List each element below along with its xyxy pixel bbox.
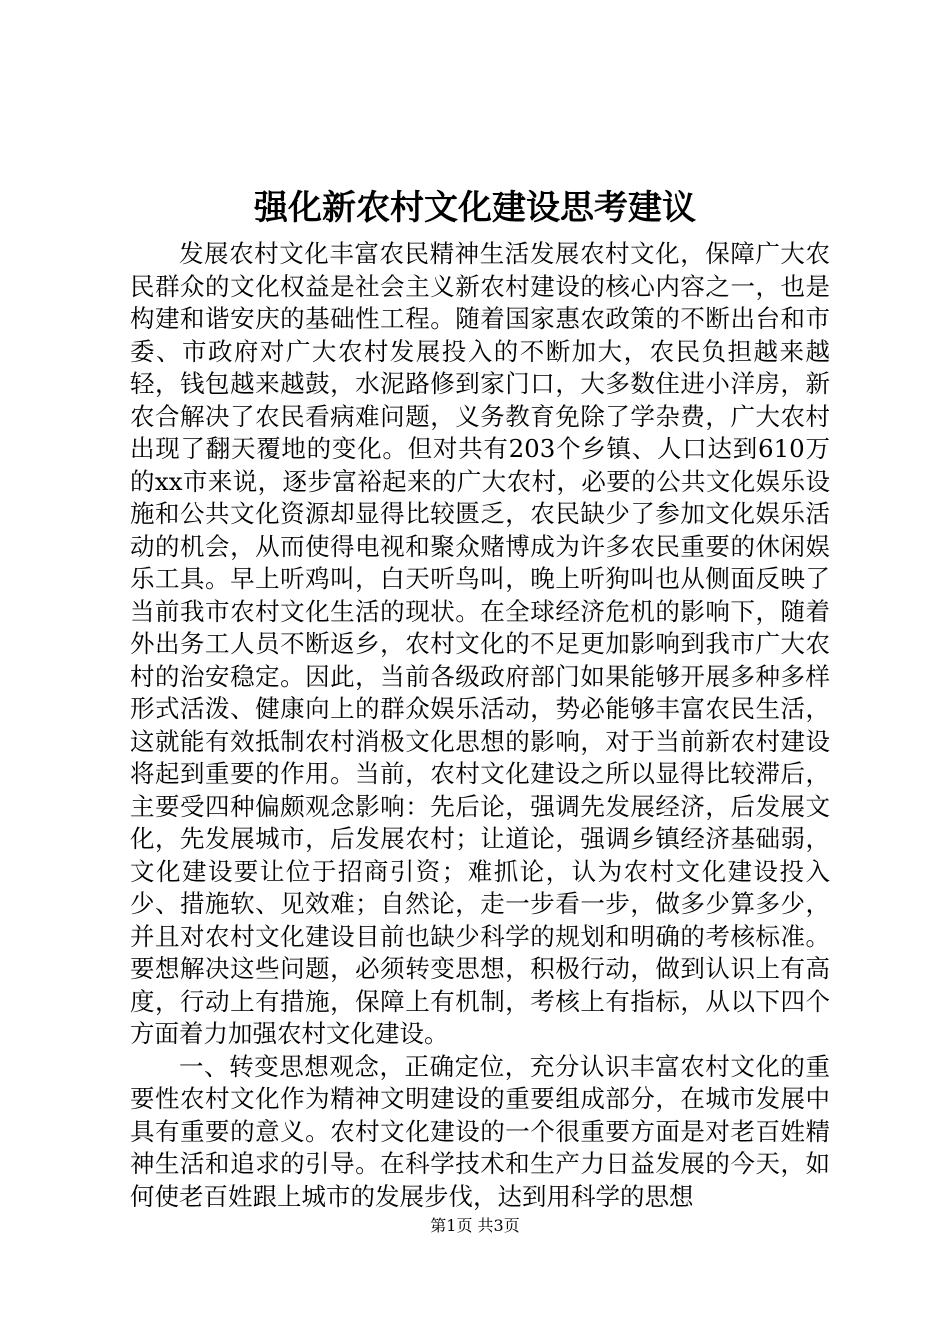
paragraph: 一、转变思想观念，正确定位，充分认识丰富农村文化的重要性农村文化作为精神文明建设的重要组成部分，在城市发展中具有重要的意义。农村文化建设的一个很重要方面是对老百姓精神生活和追求的引导。在科学技术和生产力日益发展的今天，如何使老百姓跟上城市的发展步伐，达到用科学的思想	[130, 1051, 830, 1211]
page-number-footer: 第1页 共3页	[430, 1216, 520, 1235]
document-body	[130, 238, 830, 1213]
paragraph: 发展农村文化丰富农民精神生活发展农村文化，保障广大农民群众的文化权益是社会主义新农村建设的核心内容之一，也是构建和谐安庆的基础性工程。随着国家惠农政策的不断出台和市委、市政府对广大农村发展投入的不断加大，农民负担越来越轻，钱包越来越鼓，水泥路修到家门口，大多数住进小洋房，新农合解决了农民看病难问题，义务教育免除了学杂费，广大农村出现了翻天覆地的变化。但对共有203个乡镇、人口达到610万的xx市来说，逐步富裕起来的广大农村，必要的公共文化娱乐设施和公共文化资源却显得比较匮乏，农民缺少了参加文化娱乐活动的机会，从而使得电视和聚众赌博成为许多农民重要的休闲娱乐工具。早上听鸡叫，白天听鸟叫，晚上听狗叫也从侧面反映了当前我市农村文化生活的现状。在全球经济危机的影响下，随着外出务工人员不断返乡，农村文化的不足更加影响到我市广大农村的治安稳定。因此，当前各级政府部门如果能够开展多种多样形式活泼、健康向上的群众娱乐活动，势必能够丰富农民生活，这就能有效抵制农村消极文化思想的影响，对于当前新农村建设将起到重要的作用。当前，农村文化建设之所以显得比较滞后，主要受四种偏颇观念影响：先后论，强调先发展经济，后发展文化，先发展城市，后发展农村；让道论，强调乡镇经济基础弱，文化建设要让位于招商引资；难抓论，认为农村文化建设投入少、措施软、见效难；自然论，走一步看一步，做多少算多少，并且对农村文化建设目前也缺少科学的规划和明确的考核标准。要想解决这些问题，必须转变思想，积极行动，做到认识上有高度，行动上有措施，保障上有机制，考核上有指标，从以下四个方面着力加强农村文化建设。	[130, 239, 830, 1048]
document-title: 强化新农村文化建设思考建议	[254, 188, 696, 228]
